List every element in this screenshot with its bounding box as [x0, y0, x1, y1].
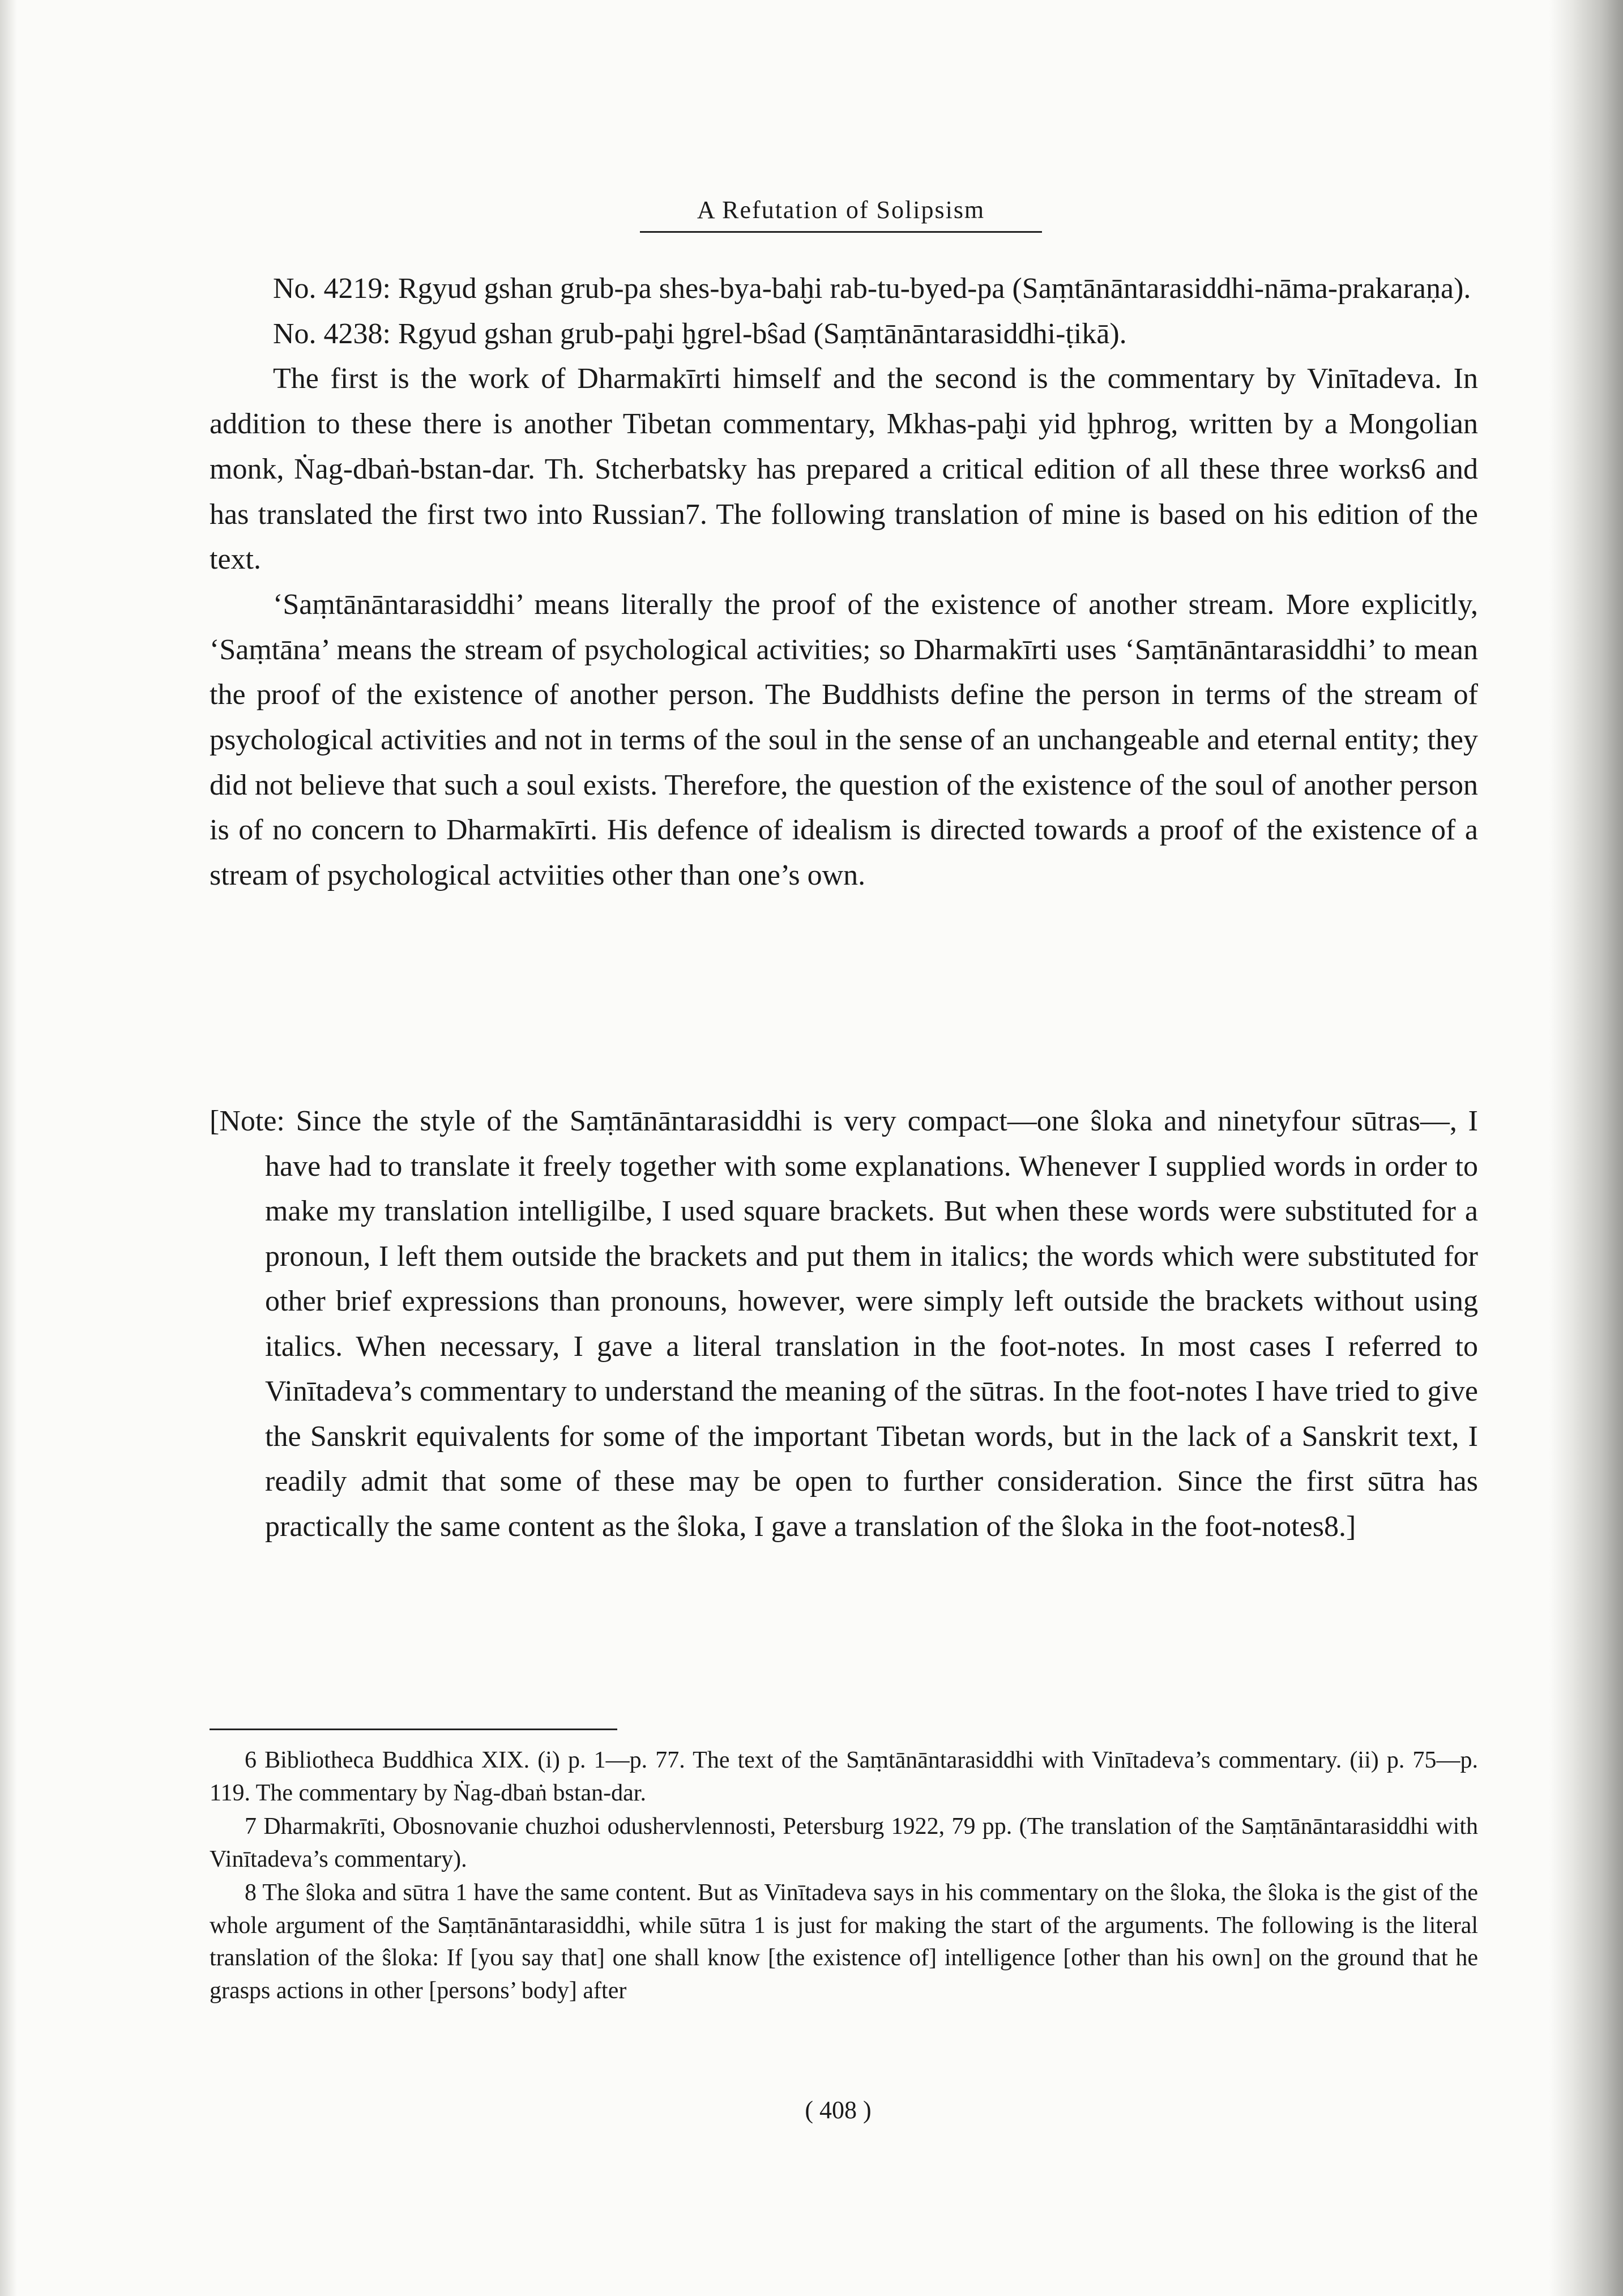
scan-edge-left [0, 0, 17, 2296]
footnotes [210, 1744, 1478, 2008]
paragraph-santana: ‘Saṃtānāntarasiddhi’ means literally the proof of the existence of another stream. More explicitly, ‘Saṃtāna’ means the stream of psychological activities; so Dharmakīrti uses ‘Saṃtānāntarasiddhi’ to mean the proof of the existence of another person. The Buddhists define the person in terms of the stream of psychological activities and not in terms of the soul in the sense of an unchangeable and eternal entity; they did not believe that such a soul exists. Therefore, the question of the existence of the soul of another person is of no concern to Dharmakīrti. His defence of idealism is directed towards a proof of the existence of a stream of psychological actviities other than one’s own. [210, 588, 1478, 892]
running-head: A Refutation of Solipsism [640, 195, 1042, 233]
footnote-8: 8 The ŝloka and sūtra 1 have the same content. But as Vinītadeva says in his commentary on the ŝloka, the ŝloka is the gist of the whole argument of the Saṃtānāntarasiddhi, while sūtra 1 is just for making the start of the arguments. The following is the literal translation of the ŝloka: If [you say that] one shall know [the existence of] intelligence [other than his own] on the ground that he grasps actions in other [persons’ body] after [210, 1880, 1478, 2004]
main-text [210, 266, 1478, 898]
translator-note: [Note: Since the style of the Saṃtānāntarasiddhi is very compact—one ŝloka and ninetyfour sūtras—, I have had to translate it freely together with some explanations. Whenever I supplied words in order to make my translation intelligilbe, I used square brackets. But when these words were substituted for a pronoun, I left them outside the brackets and put them in italics; the words which were substituted for other brief expressions than pronouns, however, were simply left outside the brackets without using italics. When necessary, I gave a literal translation in the foot-notes. In most cases I referred to Vinītadeva’s commentary to understand the meaning of the sūtras. In the foot-notes I have tried to give the Sanskrit equivalents for some of the important Tibetan words, but in the lack of a Sanskrit text, I readily admit that some of these may be open to further consideration. Since the first sūtra has practically the same content as the ŝloka, I gave a translation of the ŝloka in the foot-notes8.] [210, 1105, 1478, 1543]
page-number: ( 408 ) [805, 2096, 872, 2124]
footnote-7: 7 Dharmakrīti, Obosnovanie chuzhoi odushervlennosti, Petersburg 1922, 79 pp. (The translation of the Saṃtānāntarasiddhi with Vinītadeva’s commentary). [210, 1813, 1478, 1872]
footnote-divider [210, 1729, 617, 1730]
footnote-6: 6 Bibliotheca Buddhica XIX. (i) p. 1—p. 77. The text of the Saṃtānāntarasiddhi with Vinītadeva’s commentary. (ii) p. 75—p. 119. The commentary by Ṅag-dbaṅ bstan-dar. [210, 1747, 1478, 1806]
scan-edge-right [1549, 0, 1623, 2296]
paragraph-works: The first is the work of Dharmakīrti himself and the second is the commentary by Vinītadeva. In addition to these there is another Tibetan commentary, Mkhas-paḫi yid ḫphrog, written by a Mongolian monk, Ṅag-dbaṅ-bstan-dar. Th. Stcherbatsky has prepared a critical edition of all these three works6 and has translated the first two into Russian7. The following translation of mine is based on his edition of the text. [210, 362, 1478, 576]
paragraph-no-4219: No. 4219: Rgyud gshan grub-pa shes-bya-baḫi rab-tu-byed-pa (Saṃtānāntarasiddhi-nāma-prakaraṇa). [273, 272, 1471, 305]
paragraph-no-4238: No. 4238: Rgyud gshan grub-paḫi ḫgrel-bŝad (Saṃtānāntarasiddhi-ṭikā). [273, 317, 1127, 350]
